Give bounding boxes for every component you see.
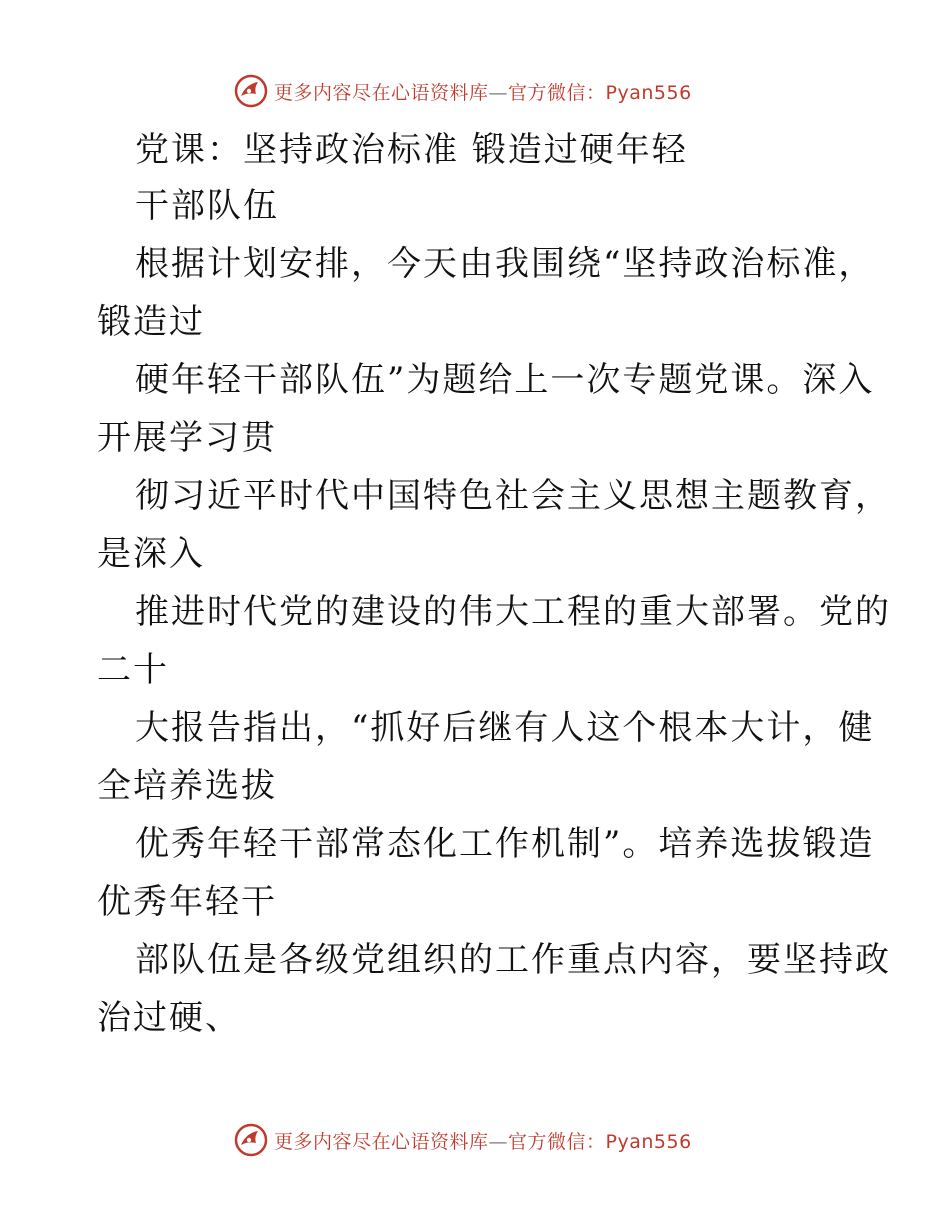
watermark-wechat-id: Pyan556 — [605, 1130, 692, 1153]
paragraph-line: 优秀年轻干部常态化工作机制”。培养选拔锻造 — [135, 824, 875, 864]
watermark-separator: — — [488, 81, 509, 104]
paragraph-line: 是深入 — [97, 534, 205, 574]
paragraph-line: 优秀年轻干 — [97, 882, 277, 922]
paragraph-line: 硬年轻干部队伍”为题给上一次专题党课。深入 — [135, 360, 875, 400]
footer-watermark-banner — [234, 1120, 692, 1160]
paragraph-line: 彻习近平时代中国特色社会主义思想主题教育， — [135, 476, 891, 516]
paragraph-line: 开展学习贯 — [97, 418, 277, 458]
watermark-wechat-label: 官方微信： — [508, 81, 606, 104]
watermark-site-text: 更多内容尽在心语资料库 — [274, 81, 489, 104]
watermark-wechat-id: Pyan556 — [605, 81, 692, 104]
paragraph-line: 全培养选拔 — [97, 766, 277, 806]
pen-nib-logo-icon — [234, 74, 268, 108]
document-title-line-2: 干部队伍 — [135, 186, 279, 226]
paragraph-line: 二十 — [97, 650, 169, 690]
paragraph-line: 大报告指出，“抓好后继有人这个根本大计，健 — [135, 708, 875, 748]
watermark-wechat-label: 官方微信： — [508, 1130, 606, 1153]
document-title-line-1: 党课：坚持政治标准 锻造过硬年轻 — [135, 130, 688, 170]
watermark-site-text: 更多内容尽在心语资料库 — [274, 1130, 489, 1153]
pen-nib-logo-icon — [234, 1123, 268, 1157]
watermark-text — [274, 1127, 692, 1154]
paragraph-line: 锻造过 — [97, 302, 205, 342]
paragraph-line: 治过硬、 — [97, 998, 241, 1038]
paragraph-line: 推进时代党的建设的伟大工程的重大部署。党的 — [135, 592, 891, 632]
watermark-separator: — — [488, 1130, 509, 1153]
header-watermark-banner — [234, 71, 692, 111]
paragraph-line: 根据计划安排，今天由我围绕“坚持政治标准， — [135, 244, 875, 284]
paragraph-line: 部队伍是各级党组织的工作重点内容，要坚持政 — [135, 940, 891, 980]
watermark-text — [274, 78, 692, 105]
